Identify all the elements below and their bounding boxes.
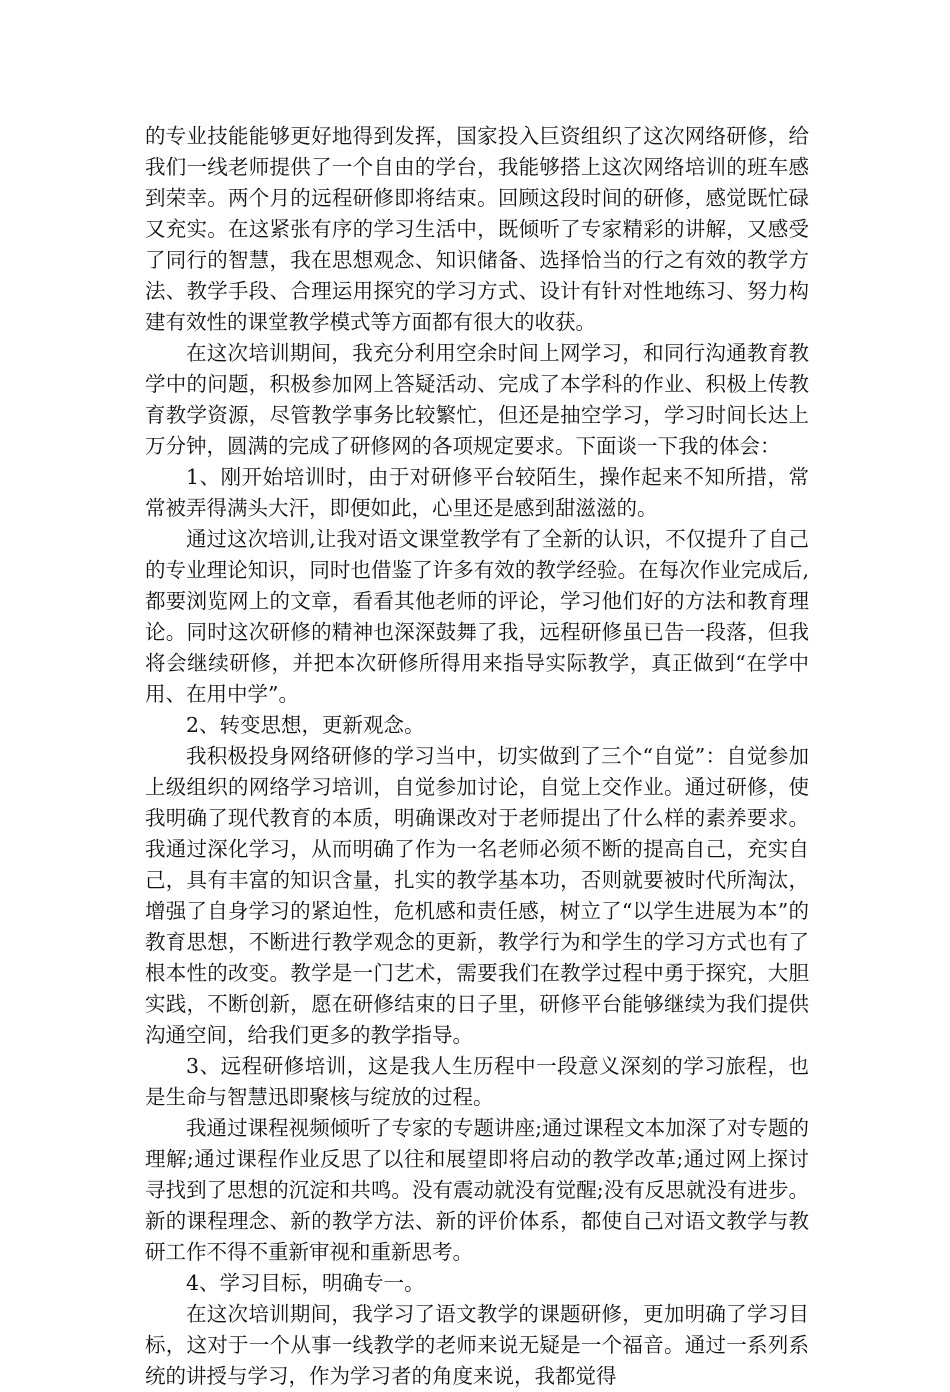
paragraph-3: 1、刚开始培训时，由于对研修平台较陌生，操作起来不知所措，常常被弄得满头大汗，即便如此，心里还是感到甜滋滋的。	[145, 465, 809, 520]
paragraph-8: 我通过课程视频倾听了专家的专题讲座;通过课程文本加深了对专题的理解;通过课程作业反思了以往和展望即将启动的教学改革;通过网上探讨寻找到了思想的沉淀和共鸣。没有震动就没有觉醒;没有反思就没有进步。新的课程理念、新的教学方法、新的评价体系，都使自己对语文教学与教研工作不得不重新审视和重新思考。	[145, 1116, 809, 1264]
paragraph-1: 的专业技能能够更好地得到发挥，国家投入巨资组织了这次网络研修，给我们一线老师提供了一个自由的学台，我能够搭上这次网络培训的班车感到荣幸。两个月的远程研修即将结束。回顾这段时间的研修，感觉既忙碌又充实。在这紧张有序的学习生活中，既倾听了专家精彩的讲解，又感受了同行的智慧，我在思想观念、知识储备、选择恰当的行之有效的教学方法、教学手段、合理运用探究的学习方式、设计有针对性地练习、努力构建有效性的课堂教学模式等方面都有很大的收获。	[145, 124, 809, 334]
document-body	[145, 121, 809, 1392]
paragraph-4: 通过这次培训,让我对语文课堂教学有了全新的认识，不仅提升了自己的专业理论知识，同时也借鉴了许多有效的教学经验。在每次作业完成后,都要浏览网上的文章，看看其他老师的评论，学习他们好的方法和教育理论。同时这次研修的精神也深深鼓舞了我，远程研修虽已告一段落，但我将会继续研修，并把本次研修所得用来指导实际教学，真正做到“在学中用、在用中学”。	[145, 527, 809, 706]
paragraph-6: 我积极投身网络研修的学习当中，切实做到了三个“自觉”：自觉参加上级组织的网络学习培训，自觉参加讨论，自觉上交作业。通过研修，使我明确了现代教育的本质，明确课改对于老师提出了什么样的素养要求。我通过深化学习，从而明确了作为一名老师必须不断的提高自己，充实自己，具有丰富的知识含量，扎实的教学基本功，否则就要被时代所淘汰，增强了自身学习的紧迫性，危机感和责任感，树立了“以学生进展为本”的教育思想，不断进行教学观念的更新，教学行为和学生的学习方式也有了根本性的改变。教学是一门艺术，需要我们在教学过程中勇于探究，大胆实践，不断创新，愿在研修结束的日子里，研修平台能够继续为我们提供沟通空间，给我们更多的教学指导。	[145, 744, 809, 1047]
paragraph-2: 在这次培训期间，我充分利用空余时间上网学习，和同行沟通教育教学中的问题，积极参加网上答疑活动、完成了本学科的作业、积极上传教育教学资源，尽管教学事务比较繁忙，但还是抽空学习，学习时间长达上万分钟，圆满的完成了研修网的各项规定要求。下面谈一下我的体会：	[145, 341, 809, 458]
paragraph-10: 在这次培训期间，我学习了语文教学的课题研修，更加明确了学习目标，这对于一个从事一线教学的老师来说无疑是一个福音。通过一系列系统的讲授与学习，作为学习者的角度来说，我都觉得	[145, 1302, 809, 1388]
paragraph-5: 2、转变思想，更新观念。	[186, 713, 425, 737]
paragraph-7: 3、远程研修培训，这是我人生历程中一段意义深刻的学习旅程，也是生命与智慧迅即聚核与绽放的过程。	[145, 1054, 809, 1109]
paragraph-9: 4、学习目标，明确专一。	[186, 1271, 425, 1295]
